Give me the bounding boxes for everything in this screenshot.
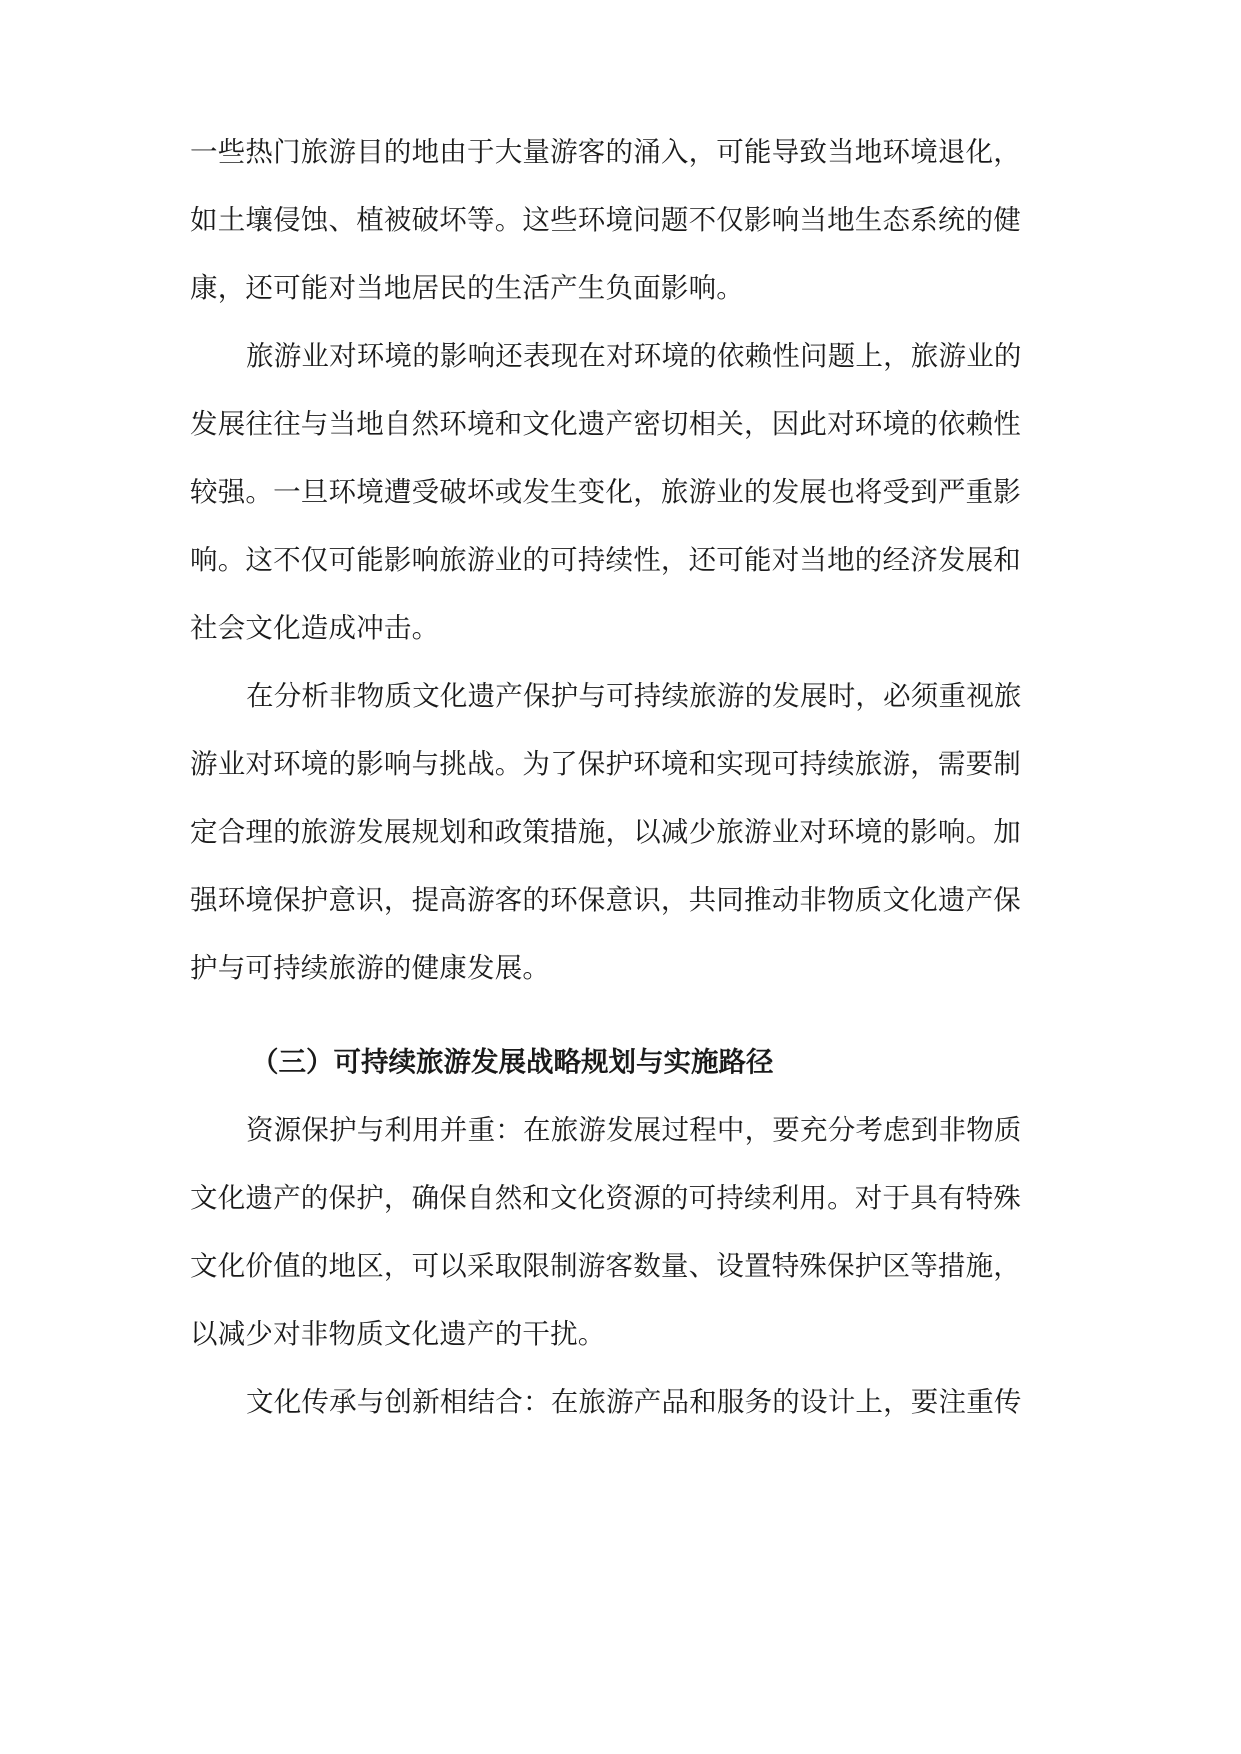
paragraph-4-line-4: 以减少对非物质文化遗产的干扰。: [190, 1318, 606, 1350]
paragraph-2-line-2: 发展往往与当地自然环境和文化遗产密切相关，因此对环境的依赖性: [190, 408, 1021, 440]
paragraph-5-line-1: 文化传承与创新相结合：在旅游产品和服务的设计上，要注重传: [246, 1386, 1022, 1418]
paragraph-1-line-2: 如土壤侵蚀、植被破坏等。这些环境问题不仅影响当地生态系统的健: [190, 204, 1021, 236]
section-heading: （三）可持续旅游发展战略规划与实施路径: [251, 1046, 774, 1078]
paragraph-2-line-1: 旅游业对环境的影响还表现在对环境的依赖性问题上，旅游业的: [246, 340, 1022, 372]
paragraph-2-line-4: 响。这不仅可能影响旅游业的可持续性，还可能对当地的经济发展和: [190, 544, 1021, 576]
paragraph-1-line-1: 一些热门旅游目的地由于大量游客的涌入，可能导致当地环境退化，: [190, 136, 1021, 168]
paragraph-1-line-3: 康，还可能对当地居民的生活产生负面影响。: [190, 272, 744, 304]
paragraph-4-line-3: 文化价值的地区，可以采取限制游客数量、设置特殊保护区等措施，: [190, 1250, 1021, 1282]
paragraph-3-line-3: 定合理的旅游发展规划和政策措施，以减少旅游业对环境的影响。加: [190, 816, 1021, 848]
paragraph-3-line-1: 在分析非物质文化遗产保护与可持续旅游的发展时，必须重视旅: [246, 680, 1022, 712]
paragraph-3-line-4: 强环境保护意识，提高游客的环保意识，共同推动非物质文化遗产保: [190, 884, 1021, 916]
paragraph-2-line-3: 较强。一旦环境遭受破坏或发生变化，旅游业的发展也将受到严重影: [190, 476, 1021, 508]
paragraph-4-line-1: 资源保护与利用并重：在旅游发展过程中，要充分考虑到非物质: [246, 1114, 1022, 1146]
paragraph-4-line-2: 文化遗产的保护，确保自然和文化资源的可持续利用。对于具有特殊: [190, 1182, 1021, 1214]
paragraph-3-line-5: 护与可持续旅游的健康发展。: [190, 952, 551, 984]
paragraph-3-line-2: 游业对环境的影响与挑战。为了保护环境和实现可持续旅游，需要制: [190, 748, 1021, 780]
paragraph-2-line-5: 社会文化造成冲击。: [190, 612, 440, 644]
